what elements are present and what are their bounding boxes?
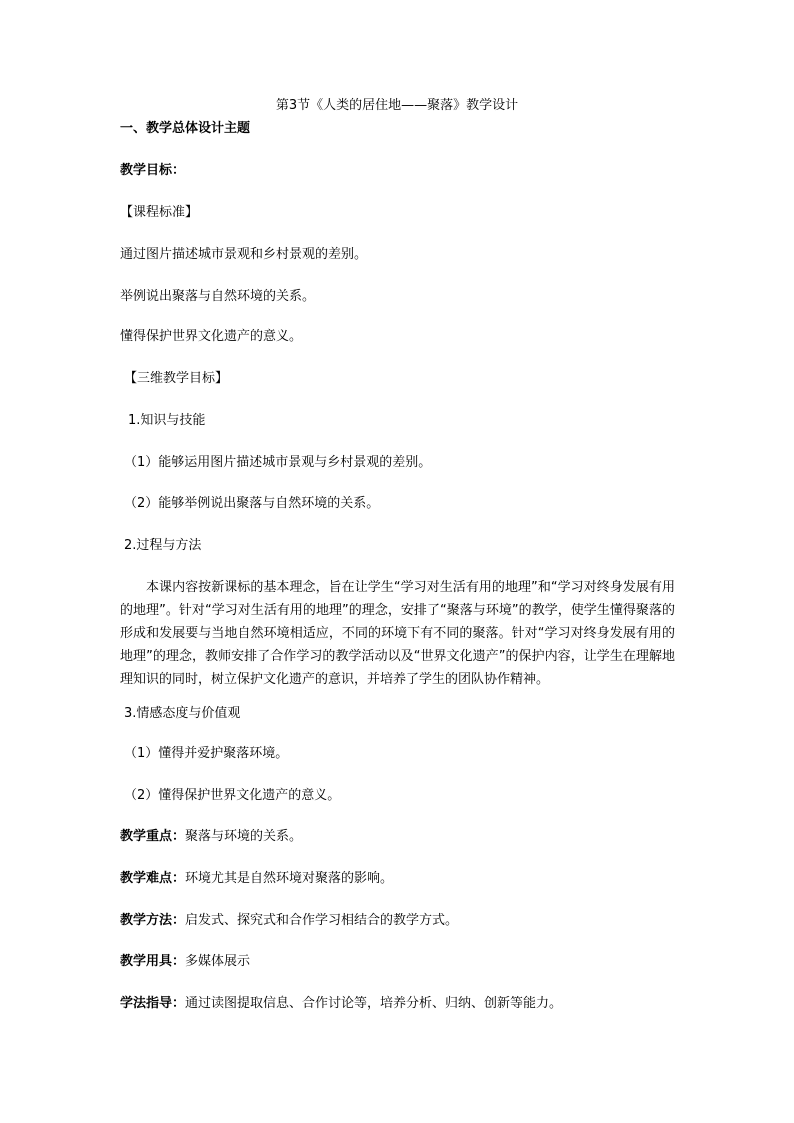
key-point-label: 教学重点： — [120, 829, 186, 844]
method-label: 教学方法： — [120, 913, 186, 928]
guidance-text: 通过读图提取信息、合作讨论等，培养分析、归纳、创新等能力。 — [185, 996, 563, 1011]
attitude-item: （2）懂得保护世界文化遗产的意义。 — [124, 788, 341, 803]
tools-text: 多媒体展示 — [185, 954, 251, 969]
attitude-item: （1）懂得并爱护聚落环境。 — [124, 746, 289, 761]
section-heading: 一、教学总体设计主题 — [120, 121, 251, 136]
difficulty-text: 环境尤其是自然环境对聚落的影响。 — [185, 871, 394, 886]
tools-row — [120, 953, 250, 970]
objectives-heading: 教学目标： — [120, 163, 186, 178]
document-title: 第3节《人类的居住地——聚落》教学设计 — [275, 98, 519, 113]
process-heading: 2.过程与方法 — [124, 538, 202, 553]
knowledge-heading: 1.知识与技能 — [128, 413, 206, 428]
method-text: 启发式、探究式和合作学习相结合的教学方式。 — [185, 913, 459, 928]
guidance-label: 学法指导： — [120, 996, 186, 1011]
knowledge-item: （1）能够运用图片描述城市景观与乡村景观的差别。 — [124, 455, 432, 470]
curriculum-standard-heading: 【课程标准】 — [120, 205, 199, 220]
method-row — [120, 912, 458, 929]
difficulty-row — [120, 870, 393, 887]
attitude-heading: 3.情感态度与价值观 — [124, 706, 241, 721]
curriculum-standard-item: 通过图片描述城市景观和乡村景观的差别。 — [120, 247, 368, 262]
difficulty-label: 教学难点： — [120, 871, 186, 886]
key-point-row — [120, 828, 302, 845]
curriculum-standard-item: 举例说出聚落与自然环境的关系。 — [120, 289, 316, 304]
knowledge-item: （2）能够举例说出聚落与自然环境的关系。 — [124, 496, 380, 511]
process-paragraph: 本课内容按新课标的基本理念，旨在让学生“学习对生活有用的地理”和“学习对终身发展有用的地理”。针对“学习对生活有用的地理”的理念，安排了“聚落与环境”的教学，使学生懂得聚落的形成和发展要与当地自然环境相适应，不同的环境下有不同的聚落。针对“学习对终身发展有用的地理”的理念，教师安排了合作学习的教学活动以及“世界文化遗产”的保护内容，让学生在理解地理知识的同时，树立保护文化遗产的意识，并培养了学生的团队协作精神。 — [120, 580, 675, 687]
guidance-row — [120, 995, 562, 1012]
curriculum-standard-item: 懂得保护世界文化遗产的意义。 — [120, 329, 303, 344]
tools-label: 教学用具： — [120, 954, 186, 969]
three-dimensional-heading: 【三维教学目标】 — [124, 371, 229, 386]
key-point-text: 聚落与环境的关系。 — [185, 829, 303, 844]
